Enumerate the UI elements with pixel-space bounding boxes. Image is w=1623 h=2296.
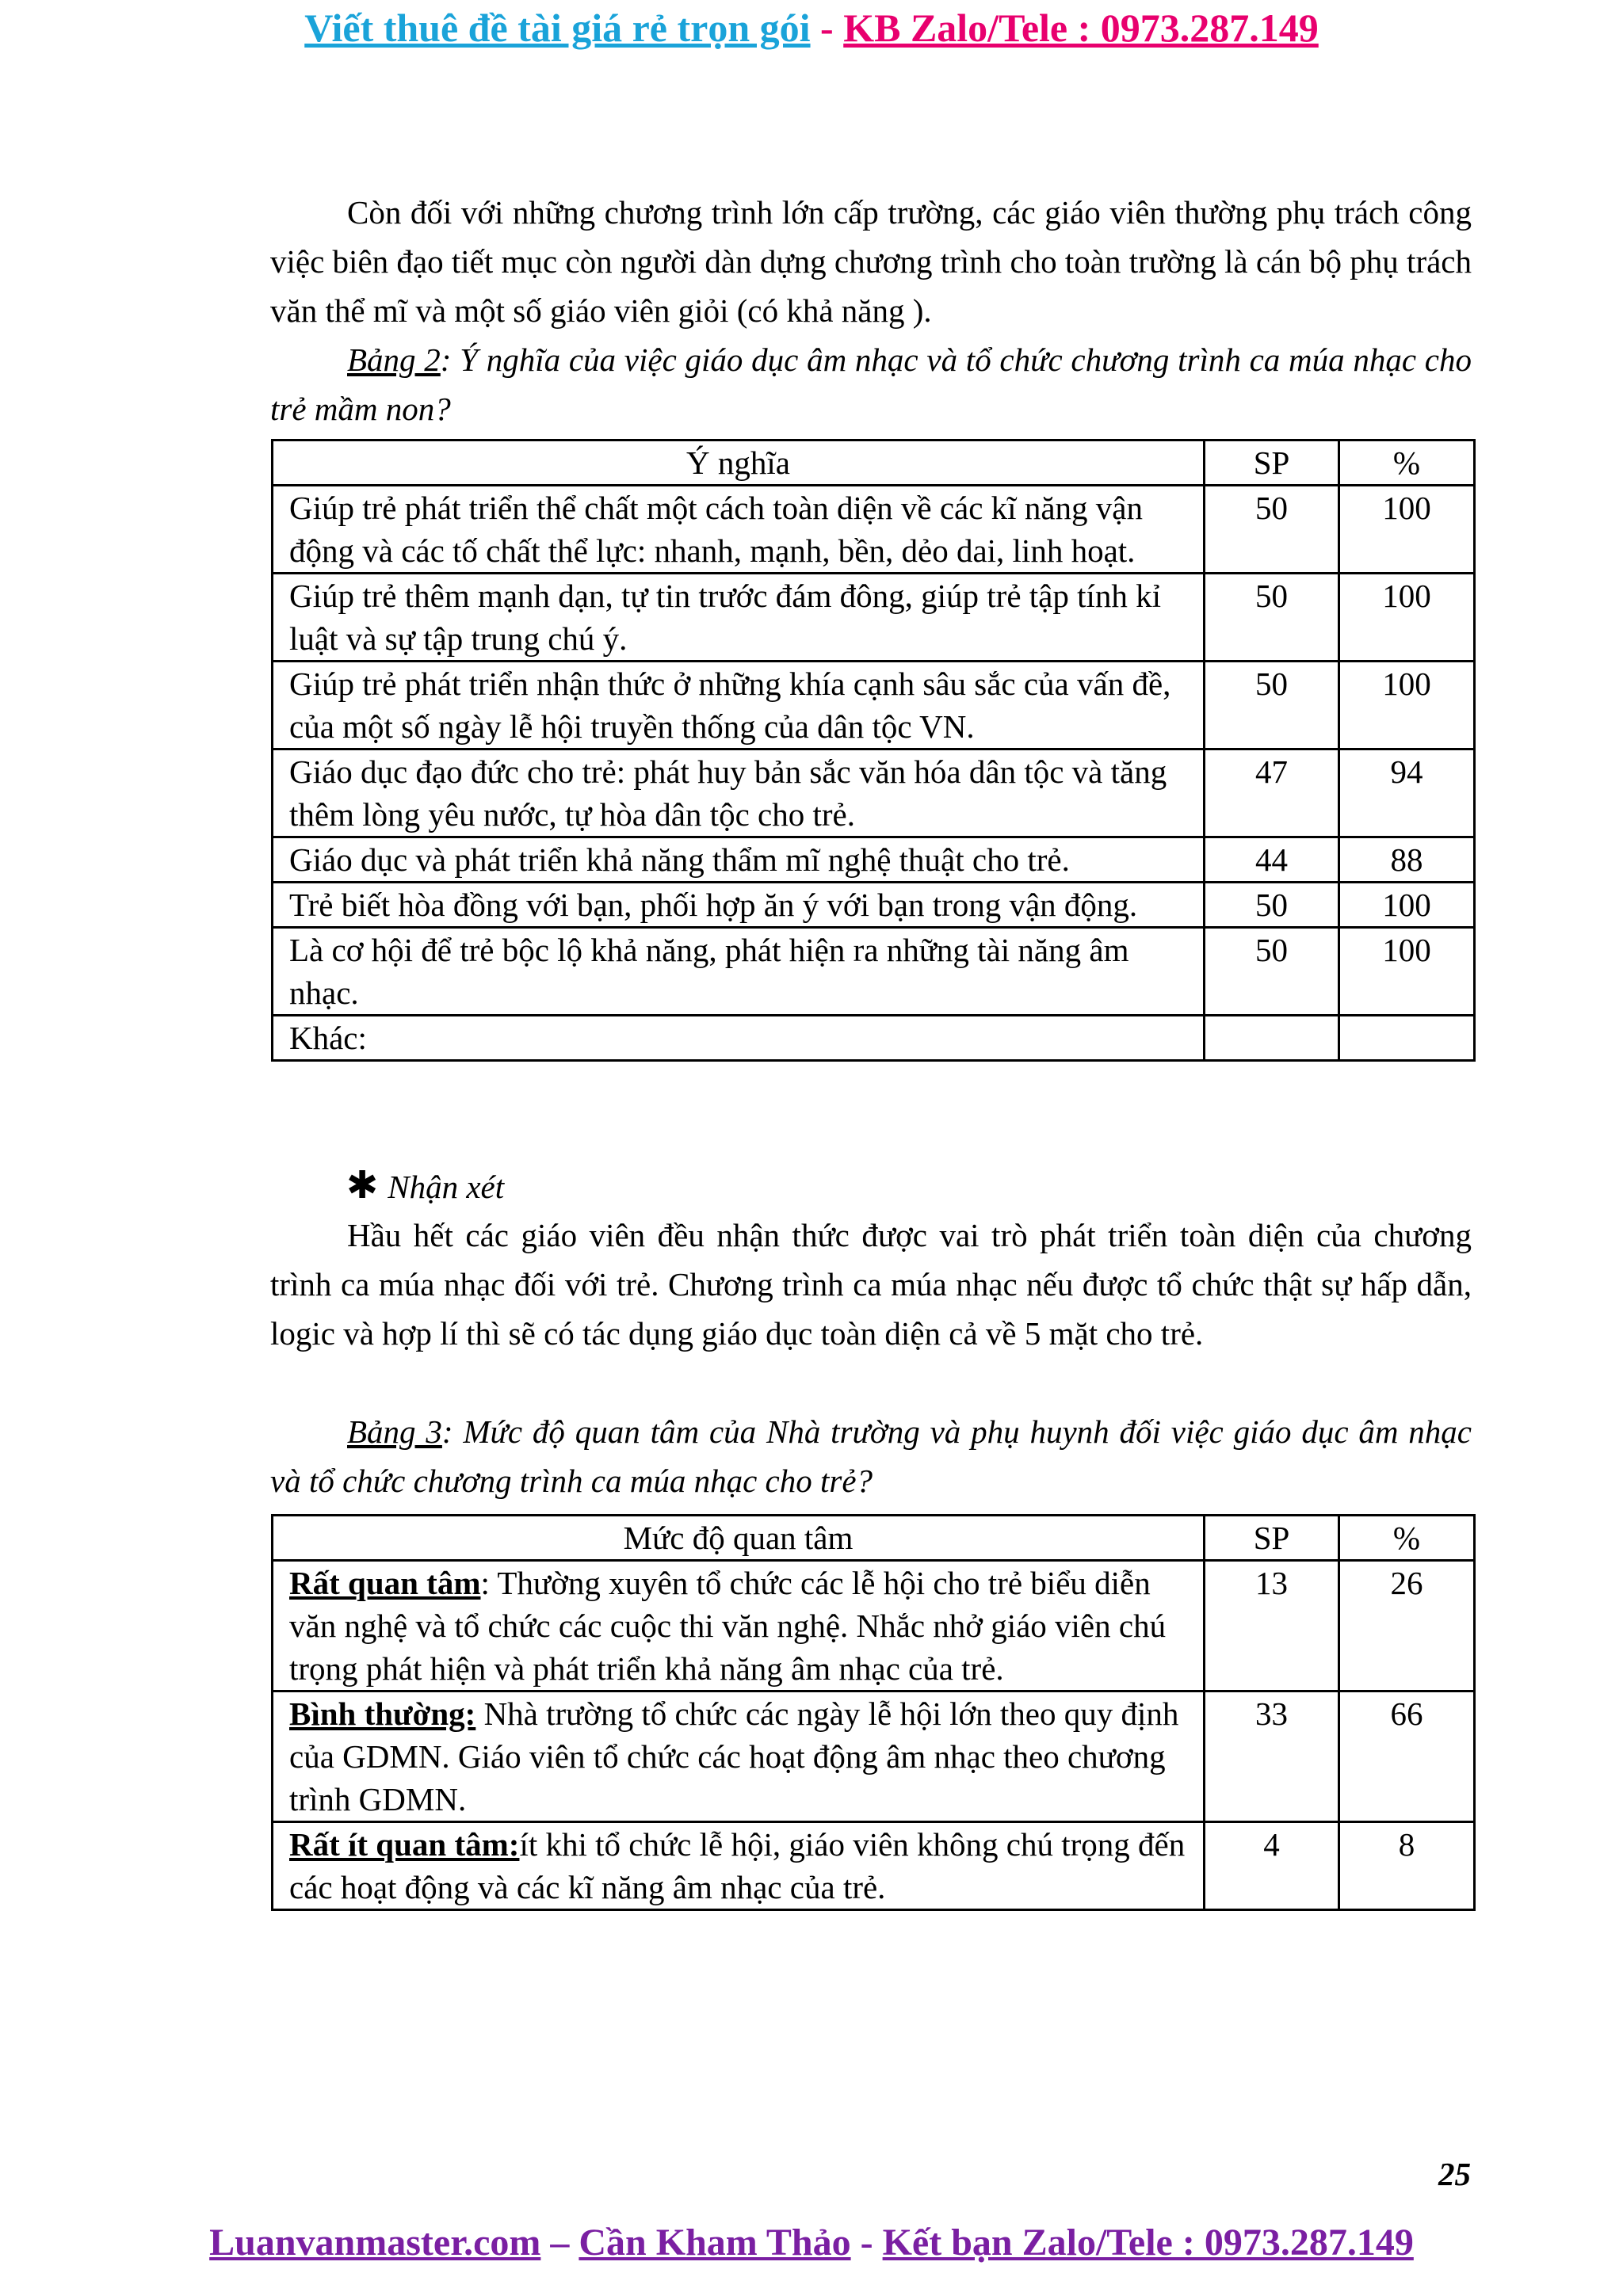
level-label: Bình thường: (289, 1695, 476, 1732)
row-text: Giúp trẻ phát triển thể chất một cách toàn diện về các kĩ năng vận động và các tố chất thể lực: nhanh, mạnh, bền, dẻo dai, linh hoạt. (273, 486, 1205, 574)
footer-separator: – (540, 2222, 579, 2264)
header-cell-percent: % (1339, 1516, 1475, 1561)
table-row (273, 1691, 1475, 1822)
row-percent: 100 (1339, 574, 1475, 662)
remark-heading (346, 1161, 504, 1211)
table3-caption (270, 1407, 1472, 1505)
table-row (273, 662, 1475, 749)
row-text: Trẻ biết hòa đồng với bạn, phối hợp ăn ý với bạn trong vận động. (273, 883, 1205, 928)
footer-link-contact[interactable]: Kết bạn Zalo/Tele : 0973.287.149 (882, 2222, 1414, 2264)
header-cell-sp: SP (1205, 1516, 1339, 1561)
row-sp: 13 (1205, 1561, 1339, 1691)
row-percent: 8 (1339, 1822, 1475, 1910)
header-cell-meaning: Ý nghĩa (273, 441, 1205, 486)
table3 (271, 1514, 1476, 1911)
row-sp: 50 (1205, 574, 1339, 662)
row-text: Là cơ hội để trẻ bộc lộ khả năng, phát hiện ra những tài năng âm nhạc. (273, 928, 1205, 1016)
table-header-row (273, 441, 1475, 486)
table3-caption-text: : Mức độ quan tâm của Nhà trường và phụ huynh đối việc giáo dục âm nhạc và tổ chức chương trình ca múa nhạc cho trẻ? (270, 1413, 1472, 1499)
intro-paragraph: Còn đối với những chương trình lớn cấp trường, các giáo viên thường phụ trách công việc biên đạo tiết mục còn người dàn dựng chương trình cho toàn trường là cán bộ phụ trách văn thể mĩ và một số giáo viên giỏi (có khả năng ). (270, 194, 1472, 329)
row-percent: 94 (1339, 749, 1475, 837)
row-percent: 100 (1339, 662, 1475, 749)
header-cell-level: Mức độ quan tâm (273, 1516, 1205, 1561)
row-text: Giúp trẻ thêm mạnh dạn, tự tin trước đám đông, giúp trẻ tập tính kỉ luật và sự tập trung chú ý. (273, 574, 1205, 662)
table-row (273, 749, 1475, 837)
table2 (271, 439, 1476, 1062)
table-row (273, 928, 1475, 1016)
table-header-row (273, 1516, 1475, 1561)
table2-caption-text: : Ý nghĩa của việc giáo dục âm nhạc và tổ chức chương trình ca múa nhạc cho trẻ mầm non? (270, 341, 1472, 427)
table-row (273, 1822, 1475, 1910)
row-sp: 33 (1205, 1691, 1339, 1822)
page-header (0, 5, 1623, 51)
asterisk-icon: ✱ (346, 1165, 379, 1207)
row-description (273, 1822, 1205, 1910)
table-row (273, 574, 1475, 662)
remark-title: Nhận xét (388, 1169, 505, 1205)
row-sp: 4 (1205, 1822, 1339, 1910)
row-sp: 50 (1205, 486, 1339, 574)
row-percent: 100 (1339, 928, 1475, 1016)
table-row (273, 883, 1475, 928)
table2-caption-label: Bảng 2 (347, 341, 441, 378)
row-sp: 44 (1205, 837, 1339, 883)
row-percent: 100 (1339, 883, 1475, 928)
footer-link-author[interactable]: Cần Kham Thảo (579, 2222, 851, 2264)
row-description (273, 1691, 1205, 1822)
level-label: Rất quan tâm (289, 1565, 481, 1601)
row-sp: 50 (1205, 928, 1339, 1016)
row-text: Giáo dục và phát triển khả năng thẩm mĩ nghệ thuật cho trẻ. (273, 837, 1205, 883)
header-link-contact[interactable]: KB Zalo/Tele : 0973.287.149 (843, 6, 1319, 50)
row-text: Nhà trường tổ chức các ngày lễ hội lớn theo quy định của GDMN. Giáo viên tổ chức các hoạt động âm nhạc theo chương trình GDMN. (289, 1695, 1179, 1817)
row-text: ít khi tổ chức lễ hội, giáo viên không chú trọng đến các hoạt động và các kĩ năng âm nhạc của trẻ. (289, 1826, 1186, 1905)
row-text: Giúp trẻ phát triển nhận thức ở những khía cạnh sâu sắc của vấn đề, của một số ngày lễ hội truyền thống của dân tộc VN. (273, 662, 1205, 749)
row-sp: 50 (1205, 662, 1339, 749)
row-percent: 26 (1339, 1561, 1475, 1691)
header-cell-sp: SP (1205, 441, 1339, 486)
table-row (273, 486, 1475, 574)
row-percent: 66 (1339, 1691, 1475, 1822)
header-cell-percent: % (1339, 441, 1475, 486)
remark-paragraph: Hầu hết các giáo viên đều nhận thức được vai trò phát triển toàn diện của chương trình ca múa nhạc đối với trẻ. Chương trình ca múa nhạc nếu được tổ chức thật sự hấp dẫn, logic và hợp lí thì sẽ có tác dụng giáo dục toàn diện cả về 5 mặt cho trẻ. (270, 1217, 1472, 1352)
level-label: Rất ít quan tâm: (289, 1826, 520, 1863)
table-row (273, 837, 1475, 883)
row-percent (1339, 1016, 1475, 1061)
page-footer (0, 2221, 1623, 2264)
footer-separator: - (850, 2222, 883, 2264)
header-separator: - (810, 6, 844, 50)
row-sp: 50 (1205, 883, 1339, 928)
row-description (273, 1561, 1205, 1691)
row-text: Giáo dục đạo đức cho trẻ: phát huy bản sắc văn hóa dân tộc và tăng thêm lòng yêu nước, tự hòa dân tộc cho trẻ. (273, 749, 1205, 837)
table2-caption (270, 335, 1472, 433)
row-sp: 47 (1205, 749, 1339, 837)
header-link-service[interactable]: Viết thuê đề tài giá rẻ trọn gói (304, 6, 811, 50)
table3-caption-label: Bảng 3 (347, 1413, 442, 1450)
row-text: : Thường xuyên tổ chức các lễ hội cho trẻ biểu diễn văn nghệ và tổ chức các cuộc thi văn nghệ. Nhắc nhở giáo viên chú trọng phát hiện và phát triển khả năng âm nhạc của trẻ. (289, 1565, 1167, 1687)
footer-link-site[interactable]: Luanvanmaster.com (209, 2222, 541, 2264)
row-sp (1205, 1016, 1339, 1061)
page-number: 25 (1438, 2156, 1471, 2192)
row-percent: 88 (1339, 837, 1475, 883)
table-row (273, 1016, 1475, 1061)
row-percent: 100 (1339, 486, 1475, 574)
table-row (273, 1561, 1475, 1691)
row-text: Khác: (273, 1016, 1205, 1061)
